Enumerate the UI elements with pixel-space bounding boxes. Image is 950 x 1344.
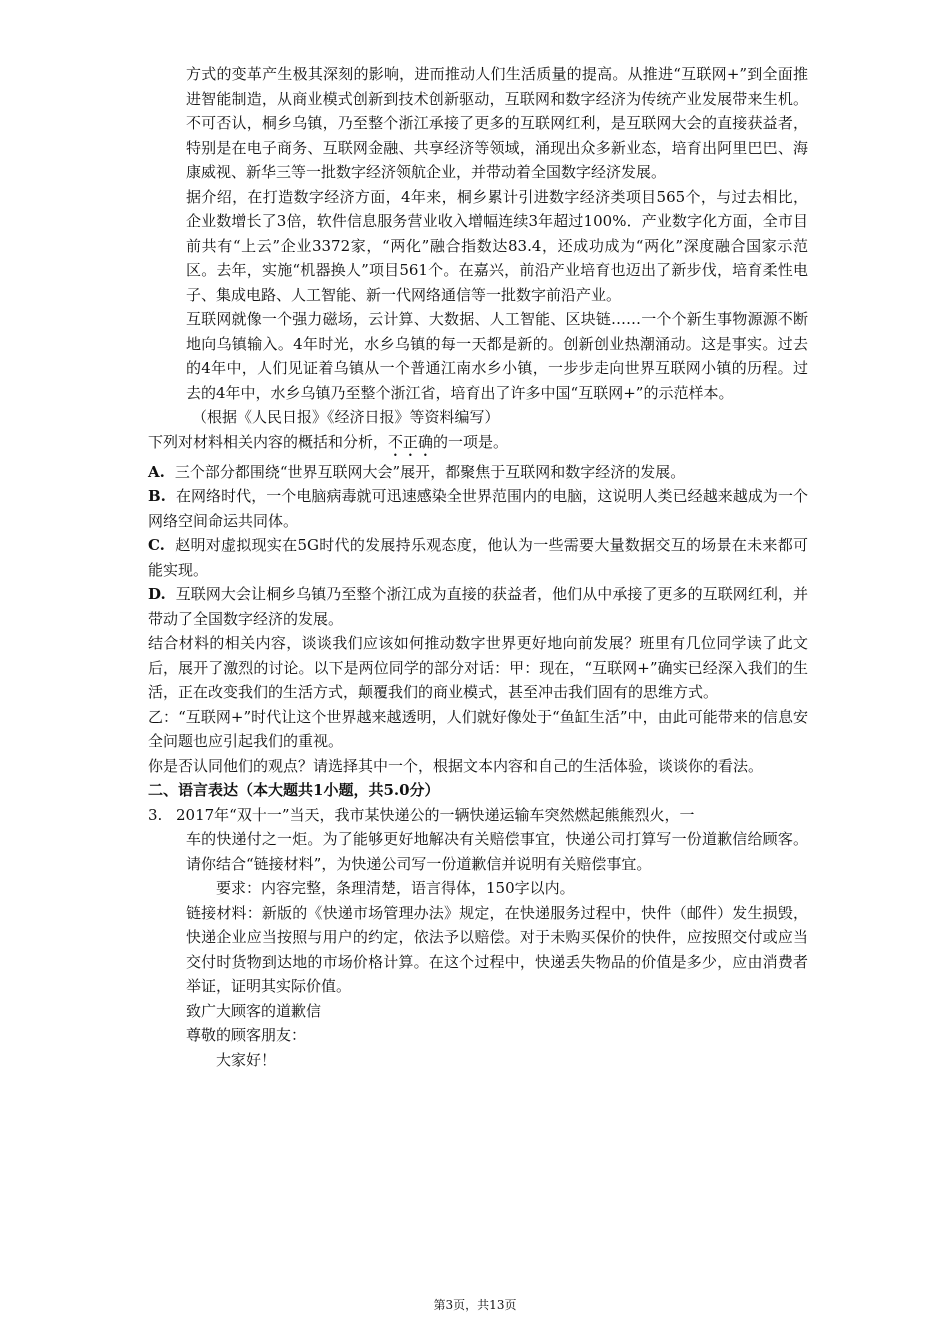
q1-option-c: [148, 533, 808, 582]
q3-line-1: 2017年“双十一”当天，我市某快递公的一辆快递运输车突然燃起熊熊烈火，一: [176, 805, 695, 824]
option-key: B.: [148, 487, 166, 505]
q1-option-a: [148, 460, 808, 485]
passage-paragraph-3: 互联网就像一个强力磁场，云计算、大数据、人工智能、区块链……一个个新生事物源源不断地向乌镇输入。4年时光，水乡乌镇的每一天都是新的。创新创业热潮涌动。这是事实。过去的4年中，人们见证着乌镇从一个普通江南水乡小镇，一步步走向世界互联网小镇的历程。过去的4年中，水乡乌镇乃至整个浙江省，培育出了许多中国“互联网+”的示范样本。: [186, 310, 808, 402]
option-text: 赵明对虚拟现实在5G时代的发展持乐观态度，他认为一些需要大量数据交互的场景在未来都可能实现。: [148, 536, 808, 579]
letter-title: 致广大顾客的道歉信: [186, 1001, 322, 1020]
q2-instruction: 你是否认同他们的观点？请选择其中一个，根据文本内容和自己的生活体验，谈谈你的看法。: [148, 756, 764, 775]
option-key: D.: [148, 585, 166, 603]
q1-option-b: [148, 484, 808, 533]
q1-stem-after: 的一项是。: [433, 432, 509, 451]
q3-line-2: 车的快递付之一炬。为了能够更好地解决有关赔偿事宜，快递公司打算写一份道歉信给顾客。请你结合“链接材料”，为快递公司写一份道歉信并说明有关赔偿事宜。: [186, 830, 808, 873]
page-footer: 第3页，共13页: [433, 1298, 517, 1312]
option-key: A.: [148, 462, 165, 481]
passage-paragraph-1: 方式的变革产生极其深刻的影响，进而推动人们生活质量的提高。从推进“互联网+”到全面推进智能制造，从商业模式创新到技术创新驱动，互联网和数字经济为传统产业发展带来生机。不可否认，桐乡乌镇，乃至整个浙江承接了更多的互联网红利，是互联网大会的直接获益者，特别是在电子商务、互联网金融、共享经济等领域，涌现出众多新业态，培育出阿里巴巴、海康威视、新华三等一批数字经济领航企业，并带动着全国数字经济发展。: [186, 65, 808, 181]
passage-source: （根据《人民日报》《经济日报》等资料编写）: [192, 408, 500, 426]
q3-first-line: [148, 803, 808, 828]
section-heading: 二、语言表达（本大题共1小题，共5.0分）: [148, 781, 440, 799]
question-number: 3.: [148, 805, 163, 824]
q2-dialogue-yi: 乙：“互联网+”时代让这个世界越来越透明，人们就好像处于“鱼缸生活”中，由此可能带来的信息安全问题也应引起我们的重视。: [148, 707, 808, 750]
q2-prompt: 结合材料的相关内容，谈谈我们应该如何推动数字世界更好地向前发展？班里有几位同学读了此文后，展开了激烈的讨论。以下是两位同学的部分对话：甲：现在，“互联网+”确实已经深入我们的生活，正在改变我们的生活方式，颠覆我们的商业模式，甚至冲击我们固有的思维方式。: [148, 634, 808, 701]
q1-stem-before: 下列对材料相关内容的概括和分析，: [148, 432, 389, 451]
option-key: C.: [148, 536, 165, 554]
passage-paragraph-2: 据介绍，在打造数字经济方面，4年来，桐乡累计引进数字经济类项目565个，与过去相比，企业数增长了3倍，软件信息服务营业收入增幅连续3年超过100%．产业数字化方面，全市目前共有“上云”企业3372家，“两化”融合指数达83.4，还成功成为“两化”深度融合国家示范区。去年，实施“机器换人”项目561个。在嘉兴，前沿产业培育也迈出了新步伐，培育柔性电子、集成电路、人工智能、新一代网络通信等一批数字前沿产业。: [186, 187, 808, 304]
q1-option-d: [148, 582, 808, 631]
q1-stem-emphasis: 不正确: [388, 432, 434, 451]
option-text: 在网络时代，一个电脑病毒就可迅速感染全世界范围内的电脑，这说明人类已经越来越成为一个网络空间命运共同体。: [148, 487, 808, 530]
q3-link-material: 链接材料：新版的《快递市场管理办法》规定，在快递服务过程中，快件（邮件）发生损毁，快递企业应当按照与用户的约定，依法予以赔偿。对于未购买保价的快件，应按照交付或应当交付时货物到达地的市场价格计算。在这个过程中，快递丢失物品的价值是多少，应由消费者举证，证明其实际价值。: [186, 903, 808, 995]
q3-requirement: 要求：内容完整，条理清楚，语言得体，150字以内。: [216, 879, 575, 897]
document-content: [148, 62, 808, 1072]
q1-stem: [148, 430, 808, 460]
letter-salutation: 尊敬的顾客朋友：: [186, 1026, 307, 1044]
option-text: 互联网大会让桐乡乌镇乃至整个浙江成为直接的获益者，他们从中承接了更多的互联网红利，并带动了全国数字经济的发展。: [148, 585, 808, 628]
letter-greeting: 大家好！: [216, 1050, 277, 1069]
option-text: 三个部分都围绕“世界互联网大会”展开，都聚焦于互联网和数字经济的发展。: [174, 462, 686, 481]
